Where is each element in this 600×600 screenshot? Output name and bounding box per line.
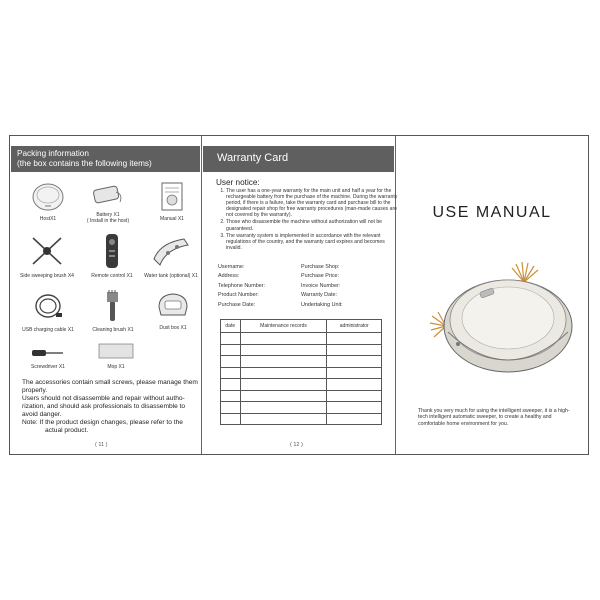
warranty-card-header <box>203 146 394 172</box>
mop-icon <box>97 342 135 360</box>
warranty-card-page <box>202 136 396 454</box>
item-label: Cleaning brush X1 <box>92 327 134 333</box>
item-screwdriver <box>20 346 76 370</box>
item-manual <box>144 182 200 222</box>
field-purchase-price: Purchase Price: <box>301 273 340 280</box>
item-remote <box>84 233 140 279</box>
item-label: Water tank (optional) X1 <box>144 273 198 279</box>
notice-item: 1. The user has a one-year warranty for the main unit and half a year for the rechargeable battery from the purchase of the machine. During the warranty period, if there is a failure, take the warranty card and purchase bill to the designated repair shop for free warranty procedures (man-made causes are not covered by the warranty). <box>226 188 401 218</box>
item-cleaning-brush <box>86 289 140 333</box>
note-small-screws: The accessories contain small screws, please manage them properly. <box>22 379 198 394</box>
table-row <box>221 344 382 356</box>
user-notice-list <box>214 188 401 252</box>
table-row <box>221 356 382 368</box>
table-row <box>221 413 382 425</box>
warranty-form-right <box>301 263 343 310</box>
packing-info-page <box>10 136 202 454</box>
item-dust-box <box>146 289 200 331</box>
field-telephone: Telephone Number: <box>218 282 266 289</box>
item-side-brush <box>14 233 80 279</box>
cover-page <box>396 136 588 454</box>
table-row <box>221 333 382 345</box>
item-label: Mop X1 <box>107 364 125 370</box>
table-row <box>221 379 382 391</box>
side-brush-icon <box>27 233 67 269</box>
item-label: USB charging cable X1 <box>22 327 74 333</box>
thanks-text: Thank you very much for using the intelligent sweeper, it is a high-tech intelligent automatic sweeper, to create a healthy and comfortable home environment for you. <box>418 408 570 427</box>
field-product-number: Product Number: <box>218 292 259 299</box>
battery-icon <box>90 182 126 208</box>
water-tank-icon <box>150 233 192 269</box>
item-label: Side sweeping brush X4 <box>20 273 74 279</box>
field-invoice-number: Invoice Number: <box>301 282 341 289</box>
field-purchase-shop: Purchase Shop: <box>301 264 340 270</box>
notice-item: 3. The warranty system is implemented in accordance with the relevant regulations of the country, and the warranty card expires and becomes invalid. <box>226 233 401 251</box>
page-number: ( 11 ) <box>95 442 108 448</box>
field-username: Username: <box>218 264 245 270</box>
item-sublabel: ( Install in the host) <box>86 218 130 224</box>
col-administrator: administrator <box>327 320 382 333</box>
item-water-tank <box>140 233 202 279</box>
user-notice-title: User notice: <box>216 178 260 187</box>
cleaning-brush-icon <box>102 289 124 323</box>
notice-item: 2. Those who disassemble the machine without authorization will not be guaranteed. <box>226 219 401 231</box>
robot-host-icon <box>31 182 65 212</box>
note-design-change-cont: actual product. <box>45 427 89 434</box>
warranty-form-left <box>218 263 265 310</box>
item-host <box>22 182 74 222</box>
remote-control-icon <box>104 233 120 269</box>
col-date: date <box>221 320 241 333</box>
dust-box-icon <box>155 289 191 321</box>
packing-info-subtitle: (the box contains the following items) <box>17 158 152 168</box>
item-mop <box>88 342 144 370</box>
table-header-row <box>221 320 382 333</box>
item-battery <box>82 182 134 224</box>
item-label: Screwdriver X1 <box>31 364 65 370</box>
field-undertaking-unit: Undertaking Unit: <box>301 301 343 308</box>
manual-sheet <box>9 135 589 455</box>
field-purchase-date: Purchase Date: <box>218 301 256 308</box>
note-design-change: Note: If the product design changes, please refer to the <box>22 419 183 426</box>
use-manual-title: USE MANUAL <box>432 204 552 221</box>
usb-cable-icon <box>30 289 66 323</box>
packing-info-title: Packing information <box>17 149 89 158</box>
screwdriver-icon <box>30 346 66 360</box>
packing-info-header <box>11 146 200 172</box>
table-row <box>221 402 382 414</box>
item-label: Dust box X1 <box>159 325 187 331</box>
robot-vacuum-icon <box>428 260 578 380</box>
page-number: ( 12 ) <box>290 442 303 448</box>
table-row <box>221 390 382 402</box>
packing-notes <box>22 379 198 435</box>
item-label: Battery X1 <box>96 212 120 218</box>
field-address: Address: <box>218 273 240 280</box>
item-label: Remote control X1 <box>91 273 133 279</box>
field-warranty-date: Warranty Date: <box>301 292 338 299</box>
manual-icon <box>160 182 184 212</box>
warranty-card-title: Warranty Card <box>217 152 289 164</box>
note-disassemble: Users should not disassemble and repair without autho-rization, and should ask professionals to disassemble to avoid danger. <box>22 395 186 418</box>
item-usb-cable <box>18 289 78 333</box>
item-label: HostX1 <box>39 216 57 222</box>
maintenance-table <box>220 319 382 425</box>
table-row <box>221 367 382 379</box>
item-label: Manual X1 <box>160 216 184 222</box>
col-maintenance-records: Maintenance records <box>240 320 327 333</box>
